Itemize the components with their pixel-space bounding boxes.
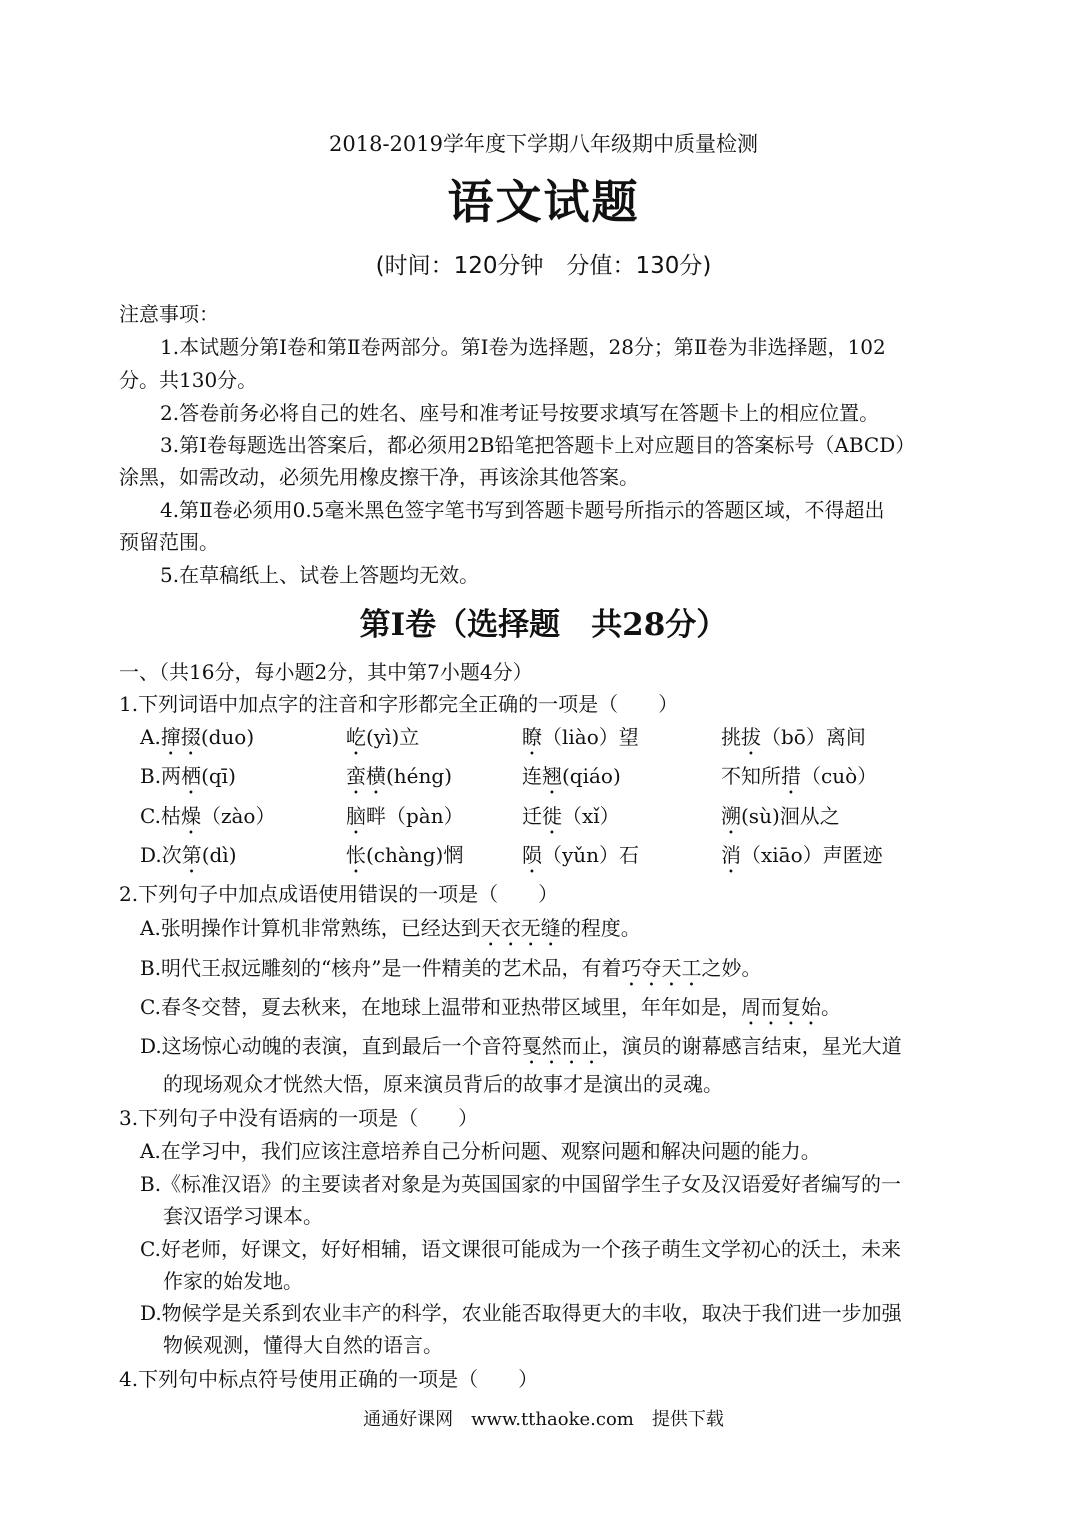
q1-option-d-col3: 陨（yǔn）石 xyxy=(522,843,640,867)
question-2-stem: 2.下列句子中加点成语使用错误的一项是（ ） xyxy=(119,882,559,906)
time-score-info: (时间：120分钟 分值：130分) xyxy=(375,253,712,279)
notice-heading: 注意事项： xyxy=(119,302,219,326)
part-one-heading: 一、（共16分，每小题2分，其中第7小题4分） xyxy=(119,660,533,684)
q1-option-b-col3: 连翘(qiáo) xyxy=(522,764,621,788)
q1-option-d-col2: 怅(chàng)惘 xyxy=(346,843,464,867)
q1-option-a-col4: 挑拔（bō）离间 xyxy=(721,725,866,749)
question-3-stem: 3.下列句子中没有语病的一项是（ ） xyxy=(119,1106,479,1130)
q1-option-c-col2: 脑畔（pàn） xyxy=(346,804,464,828)
q1-option-b-col4: 不知所措（cuò） xyxy=(721,764,878,788)
q1-option-a-col2: 屹(yì)立 xyxy=(346,725,420,749)
q1-option-d-col4: 消（xiāo）声匿迹 xyxy=(721,843,883,867)
q1-option-a-col1: A.撺掇(duo) xyxy=(140,725,255,749)
q1-option-b-col1: B.两栖(qī) xyxy=(140,764,236,788)
q3-option-b-cont: 套汉语学习课本。 xyxy=(163,1204,323,1228)
q2-option-d: D.这场惊心动魄的表演，直到最后一个音符戛然而止，演员的谢幕感言结束，星光大道 xyxy=(140,1034,902,1058)
notice-item-3: 3.第Ⅰ卷每题选出答案后，都必须用2B铅笔把答题卡上对应题目的答案标号（ABCD） xyxy=(160,433,916,457)
q3-option-b: B.《标准汉语》的主要读者对象是为英国国家的中国留学生子女及汉语爱好者编写的一 xyxy=(140,1172,902,1196)
notice-item-3-cont: 涂黑，如需改动，必须先用橡皮擦干净，再该涂其他答案。 xyxy=(119,465,639,489)
exam-subtitle: 2018-2019学年度下学期八年级期中质量检测 xyxy=(329,132,758,156)
q1-option-a-col3: 瞭（liào）望 xyxy=(522,725,639,749)
q1-option-b-col2: 蛮横(héng) xyxy=(346,764,453,788)
q3-option-a: A.在学习中，我们应该注意培养自己分析问题、观察问题和解决问题的能力。 xyxy=(140,1139,821,1163)
q3-option-c-cont: 作家的始发地。 xyxy=(163,1269,303,1293)
q3-option-d-cont: 物候观测，懂得大自然的语言。 xyxy=(163,1333,443,1357)
notice-item-2: 2.答卷前务必将自己的姓名、座号和准考证号按要求填写在答题卡上的相应位置。 xyxy=(160,401,880,425)
q1-option-d-col1: D.次第(dì) xyxy=(140,843,237,867)
section-title: 第Ⅰ卷（选择题 共28分） xyxy=(359,607,728,643)
q2-option-b: B.明代王叔远雕刻的“核舟”是一件精美的艺术品，有着巧夺天工之妙。 xyxy=(140,956,762,980)
exam-title: 语文试题 xyxy=(447,175,640,229)
page-footer: 通通好课网 www.tthaoke.com 提供下载 xyxy=(363,1409,724,1430)
q1-option-c-col1: C.枯燥（zào） xyxy=(140,804,276,828)
question-4-stem: 4.下列句中标点符号使用正确的一项是（ ） xyxy=(119,1367,539,1391)
q2-option-a: A.张明操作计算机非常熟练，已经达到天衣无缝的程度。 xyxy=(140,916,641,940)
notice-item-5: 5.在草稿纸上、试卷上答题均无效。 xyxy=(160,563,480,587)
q3-option-d: D.物候学是关系到农业丰产的科学，农业能否取得更大的丰收，取决于我们进一步加强 xyxy=(140,1301,902,1325)
question-1-stem: 1.下列词语中加点字的注音和字形都完全正确的一项是（ ） xyxy=(119,692,679,716)
notice-item-1-cont: 分。共130分。 xyxy=(119,368,258,392)
notice-item-4: 4.第Ⅱ卷必须用0.5毫米黑色签字笔书写到答题卡题号所指示的答题区域，不得超出 xyxy=(160,498,885,522)
q2-option-d-cont: 的现场观众才恍然大悟，原来演员背后的故事才是演出的灵魂。 xyxy=(163,1072,723,1096)
notice-item-4-cont: 预留范围。 xyxy=(119,530,219,554)
q2-option-c: C.春冬交替，夏去秋来，在地球上温带和亚热带区域里，年年如是，周而复始。 xyxy=(140,995,841,1019)
q1-option-c-col4: 溯(sù)洄从之 xyxy=(721,804,840,828)
q1-option-c-col3: 迁徙（xǐ） xyxy=(522,804,620,828)
q3-option-c: C.好老师，好课文，好好相辅，语文课很可能成为一个孩子萌生文学初心的沃土，未来 xyxy=(140,1237,901,1261)
notice-item-1: 1.本试题分第Ⅰ卷和第Ⅱ卷两部分。第Ⅰ卷为选择题，28分；第Ⅱ卷为非选择题，102 xyxy=(160,335,886,359)
